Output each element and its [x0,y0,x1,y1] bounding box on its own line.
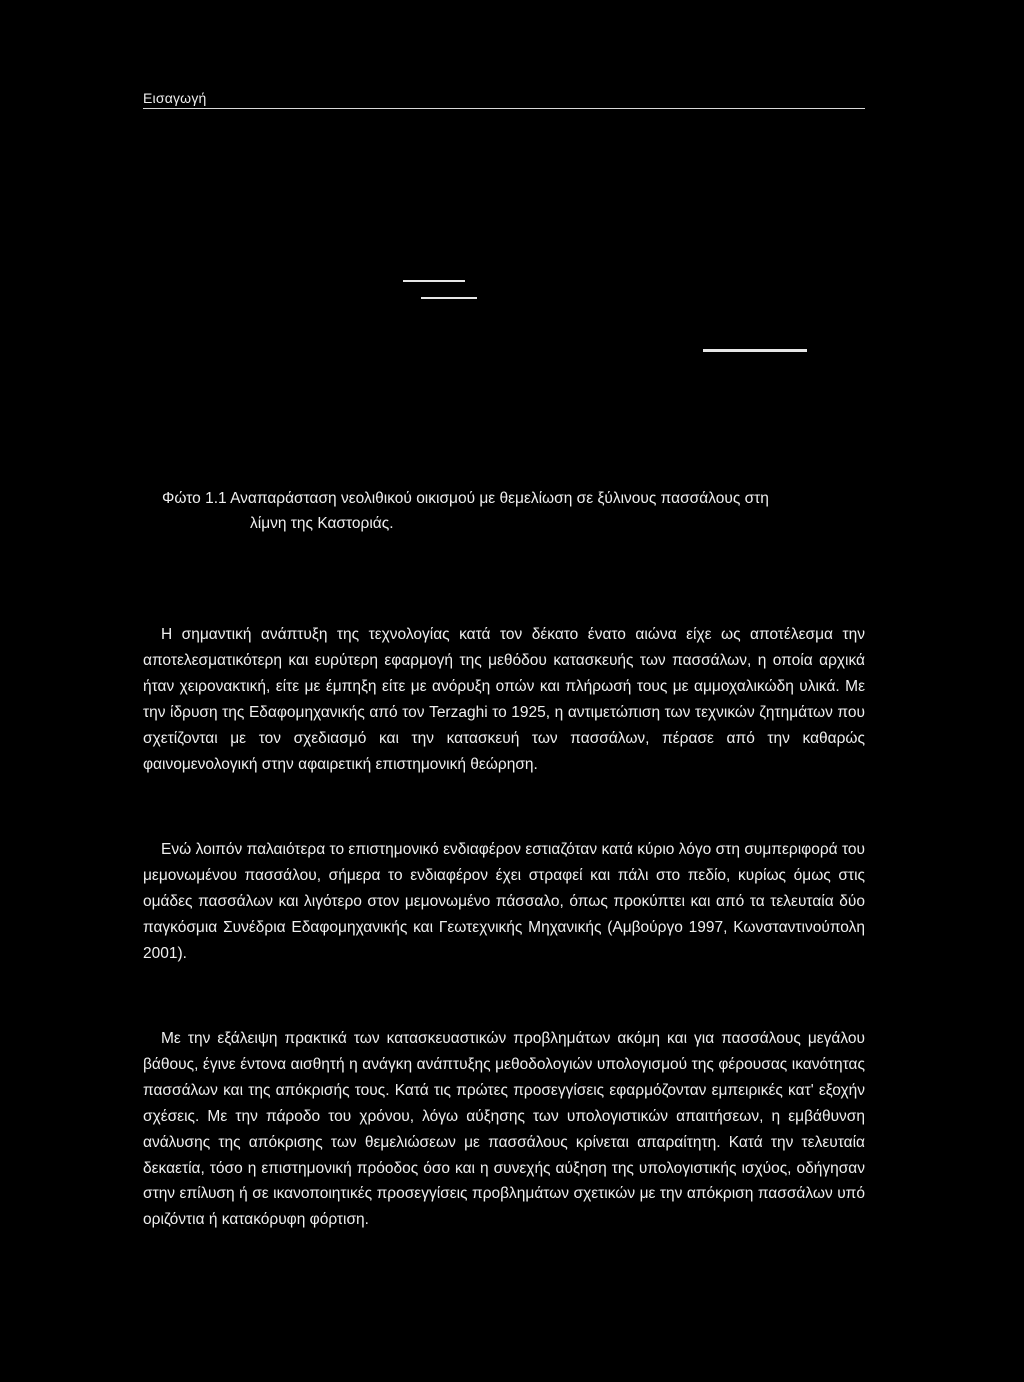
figure-caption-line: Φώτο 1.1 Αναπαράσταση νεολιθικού οικισμού με θεμελίωση σε ξύλινους πασσάλους στη [162,490,769,507]
figure-caption-line: λίμνη της Καστοριάς. [250,515,394,532]
running-header [143,90,865,109]
body-paragraph: Με την εξάλειψη πρακτικά των κατασκευαστικών προβλημάτων ακόμη και για πασσάλους μεγάλου βάθους, έγινε έντονα αισθητή η ανάγκη ανάπτυξης μεθοδολογιών υπολογισμού της φέρουσας ικανότητας πασσάλων και της απόκρισής τους. Κατά τις πρώτες προσεγγίσεις εφαρμόζονταν εμπειρικές κατ' εξοχήν σχέσεις. Με την πάροδο του χρόνου, λόγω αύξησης των υπολογιστικών απαιτήσεων, η εμβάθυνση ανάλυσης της απόκρισης των θεμελιώσεων με πασσάλους κρίνεται απαραίτητη. Κατά την τελευταία δεκαετία, τόσο η επιστημονική πρόοδος όσο και η συνεχής αύξηση της υπολογιστικής ισχύος, οδήγησαν στην επίλυση ή σε ικανοποιητικές προσεγγίσεις προβλημάτων σχετικών με την απόκριση πασσάλων υπό οριζόντια ή κατακόρυφη φόρτιση. [143,1030,865,1229]
figure-mark [403,280,465,282]
figure-mark [421,297,477,299]
figure-photo [143,120,865,480]
body-paragraph: Η σημαντική ανάπτυξη της τεχνολογίας κατά τον δέκατο ένατο αιώνα είχε ως αποτέλεσμα την αποτελεσματικότερη και ευρύτερη εφαρμογή της μεθόδου κατασκευής των πασσάλων, η οποία αρχικά ήταν χειρονακτική, είτε με έμπηξη είτε με ανόρυξη οπών και πλήρωσή τους με αμμοχαλικώδη υλικά. Με την ίδρυση της Εδαφομηχανικής από τον Terzaghi το 1925, η αντιμετώπιση των τεχνικών ζητημάτων που σχετίζονται με τον σχεδιασμό και την κατασκευή των πασσάλων, πέρασε από την καθαρώς φαινομενολογική στην αφαιρετική επιστημονική θεώρηση. [143,626,865,773]
body-paragraph: Ενώ λοιπόν παλαιότερα το επιστημονικό ενδιαφέρον εστιαζόταν κατά κύριο λόγο στη συμπεριφορά του μεμονωμένου πασσάλου, σήμερα το ενδιαφέρον έχει στραφεί και πάλι στο πεδίο, κυρίως όμως στις ομάδες πασσάλων και λιγότερο στον μεμονωμένο πάσσαλο, όπως προκύπτει και από τα τελευταία δύο παγκόσμια Συνέδρια Εδαφομηχανικής και Γεωτεχνικής Μηχανικής (Αμβούργο 1997, Κωνσταντινούπολη 2001). [143,841,865,962]
figure-mark [703,349,807,352]
figure-caption [162,486,852,536]
running-header-title: Εισαγωγή [143,90,207,106]
